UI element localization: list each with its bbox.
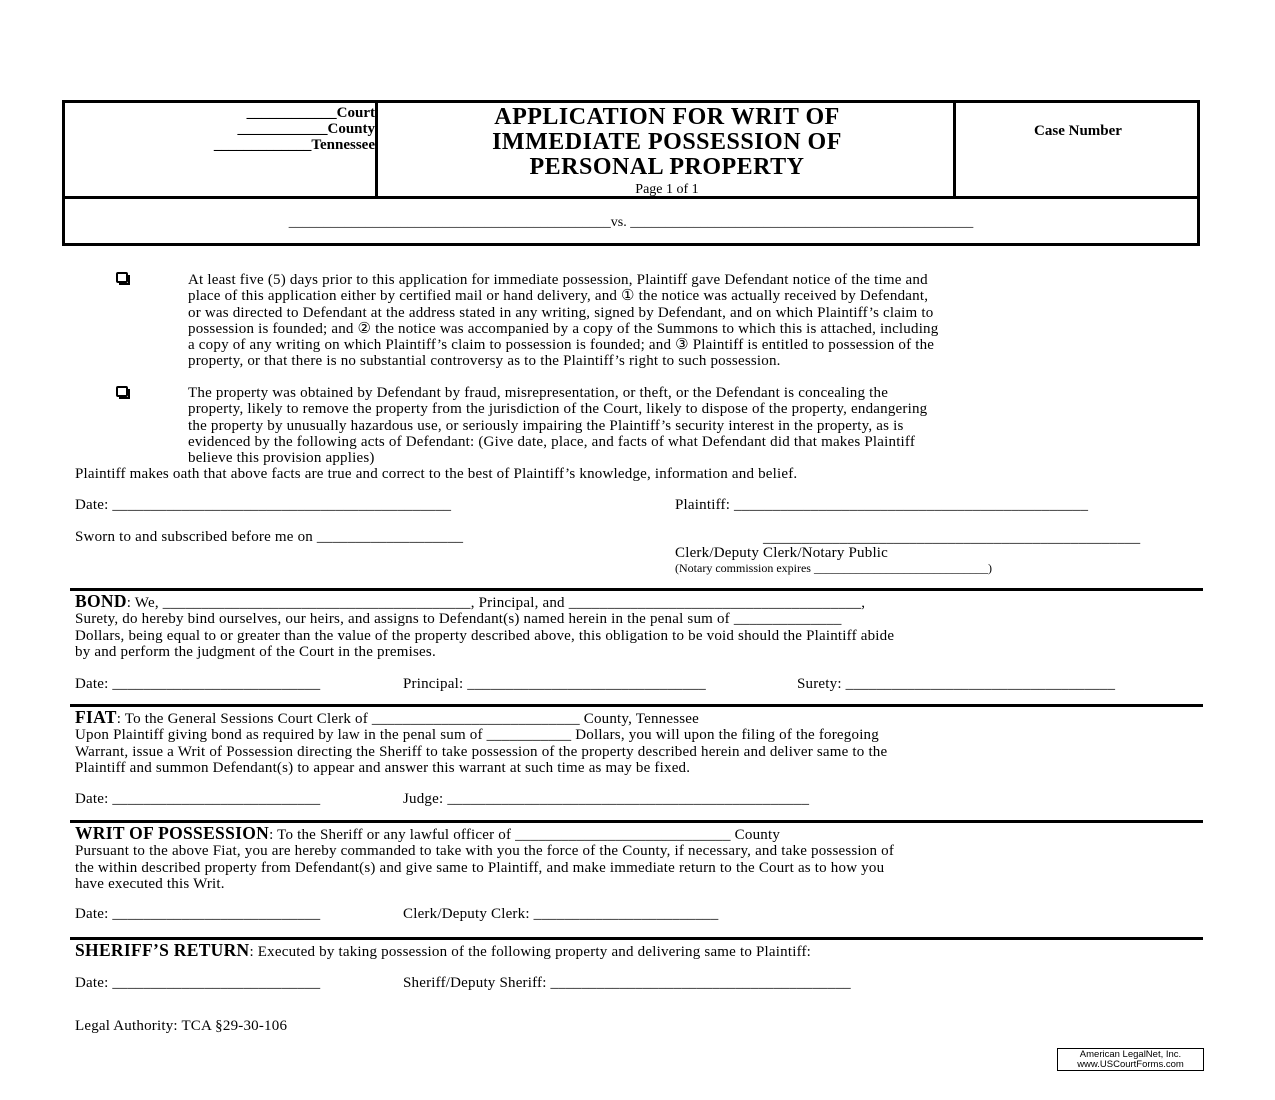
section-divider: [70, 704, 1203, 707]
title-line: IMMEDIATE POSSESSION OF: [492, 129, 842, 155]
sheriff-text: : Executed by taking possession of the following property and delivering same to Plaintiff:: [249, 944, 812, 960]
sheriff-heading: SHERIFF’S RETURN: [75, 940, 250, 960]
parties-line[interactable]: ______________________________________________vs. _________________________________________________: [288, 215, 974, 230]
paragraph-line: or was directed to Defendant at the address stated in any writing, signed by Defendant, and on which Plaintiff’s claim to: [188, 304, 934, 321]
sheriff-signature-field[interactable]: Sheriff/Deputy Sheriff: _______________________________________: [403, 975, 851, 991]
paragraph-line: evidenced by the following acts of Defendant: (Give date, place, and facts of what Defendant did that makes Plaintiff: [188, 433, 916, 450]
title-line: PERSONAL PROPERTY: [529, 154, 805, 180]
judge-signature-field[interactable]: Judge: _______________________________________________: [403, 791, 810, 807]
sheriff-line: [75, 942, 1195, 960]
fiat-line: Plaintiff and summon Defendant(s) to appear and answer this warrant at such time as may be fixed.: [75, 759, 691, 776]
fiat-date-field[interactable]: Date: ___________________________: [75, 791, 321, 807]
case-number-label: Case Number: [1034, 123, 1122, 139]
bond-line: by and perform the judgment of the Court in the premises.: [75, 643, 436, 660]
court-line[interactable]: ____________Court: [246, 105, 375, 121]
sworn-date-field[interactable]: Sworn to and subscribed before me on ___________________: [75, 529, 464, 545]
divider: [953, 103, 956, 199]
bond-text[interactable]: : We, ________________________________________, Principal, and ______________________________________,: [126, 595, 866, 611]
oath-date-field[interactable]: Date: ____________________________________________: [75, 497, 452, 513]
fraud-paragraph: [188, 385, 1200, 466]
title-line: APPLICATION FOR WRIT OF: [494, 104, 840, 130]
paragraph-line: At least five (5) days prior to this application for immediate possession, Plaintiff gave Defendant notice of the time and: [188, 272, 928, 288]
bond-line: [75, 593, 1195, 611]
writ-line: the within described property from Defendant(s) and give same to Plaintiff, and make immediate return to the Court as to how you: [75, 859, 885, 876]
publisher-url[interactable]: www.USCourtForms.com: [1077, 1059, 1184, 1070]
fiat-line: Warrant, issue a Writ of Possession directing the Sheriff to take possession of the property described herein and deliver same to the: [75, 743, 888, 760]
section-divider: [70, 588, 1203, 591]
fiat-line: [75, 709, 1195, 727]
notice-checkbox[interactable]: [116, 272, 128, 283]
legal-authority: Legal Authority: TCA §29-30-106: [75, 1018, 288, 1034]
paragraph-line: place of this application either by certified mail or hand delivery, and ① the notice was actually received by Defendant,: [188, 288, 929, 305]
court-info: [65, 105, 375, 153]
sheriff-date-field[interactable]: Date: ___________________________: [75, 975, 321, 991]
paragraph-line: property, or that there is no substantial controversy as to the Plaintiff’s right to such possession.: [188, 353, 781, 370]
paragraph-line: property, likely to remove the property from the jurisdiction of the Court, likely to dispose of the property, endangering: [188, 401, 928, 418]
form-title: [378, 105, 956, 180]
writ-text[interactable]: : To the Sheriff or any lawful officer of ____________________________ County: [269, 827, 781, 843]
oath-statement: Plaintiff makes oath that above facts are true and correct to the best of Plaintiff’s knowledge, information and belief.: [75, 466, 798, 482]
page-number: Page 1 of 1: [635, 182, 699, 197]
writ-line: have executed this Writ.: [75, 875, 225, 892]
surety-signature-field[interactable]: Surety: ___________________________________: [797, 676, 1116, 692]
publisher-footer: [1057, 1048, 1204, 1071]
fiat-section: [75, 709, 1195, 776]
bond-date-field[interactable]: Date: ___________________________: [75, 676, 321, 692]
notary-signature-line[interactable]: _________________________________________________: [763, 530, 1141, 546]
clerk-notary-label: Clerk/Deputy Clerk/Notary Public: [675, 545, 889, 561]
paragraph-line: the property by unusually hazardous use, or seriously impairing the Plaintiff’s security interest in the property, as is: [188, 417, 904, 434]
fiat-heading: FIAT: [75, 707, 117, 727]
writ-line: Pursuant to the above Fiat, you are hereby commanded to take with you the force of the County, if necessary, and take possession of: [75, 843, 895, 860]
notice-paragraph: [188, 272, 1200, 370]
bond-line[interactable]: Surety, do hereby bind ourselves, our heirs, and assigns to Defendant(s) named herein in the penal sum of ______________: [75, 611, 842, 628]
writ-heading: WRIT OF POSSESSION: [75, 823, 270, 843]
notary-expiration-field[interactable]: (Notary commission expires _____________________________): [675, 561, 992, 575]
county-line[interactable]: ____________County: [237, 121, 375, 137]
fiat-line[interactable]: Upon Plaintiff giving bond as required by law in the penal sum of ___________ Dollars, you will upon the filing of the foregoing: [75, 727, 879, 744]
fraud-checkbox[interactable]: [116, 386, 128, 397]
principal-signature-field[interactable]: Principal: _______________________________: [403, 676, 706, 692]
header-box: [62, 100, 1200, 246]
writ-clerk-signature-field[interactable]: Clerk/Deputy Clerk: ________________________: [403, 906, 719, 922]
bond-section: [75, 593, 1195, 660]
paragraph-line: possession is founded; and ② the notice was accompanied by a copy of the Summons to which this is attached, including: [188, 320, 939, 337]
plaintiff-signature-field[interactable]: Plaintiff: ______________________________________________: [675, 497, 1089, 513]
bond-heading: BOND: [75, 591, 127, 611]
writ-date-field[interactable]: Date: ___________________________: [75, 906, 321, 922]
header-top-row: [65, 103, 1197, 199]
paragraph-line: a copy of any writing on which Plaintiff’s claim to possession is founded; and ③ Plaintiff is entitled to possession of the: [188, 337, 935, 354]
writ-section: [75, 825, 1195, 892]
paragraph-line: The property was obtained by Defendant by fraud, misrepresentation, or theft, or the Defendant is concealing the: [188, 385, 889, 401]
state-line[interactable]: _____________Tennessee: [213, 137, 375, 153]
writ-line: [75, 825, 1195, 843]
publisher-name: American LegalNet, Inc.: [1079, 1049, 1182, 1060]
bond-line: Dollars, being equal to or greater than the value of the property described above, this obligation to be void should the Plaintiff abide: [75, 627, 895, 644]
paragraph-line: believe this provision applies): [188, 450, 375, 467]
sheriff-section: [75, 942, 1195, 960]
fiat-text[interactable]: : To the General Sessions Court Clerk of ___________________________ County, Tennessee: [116, 711, 699, 727]
